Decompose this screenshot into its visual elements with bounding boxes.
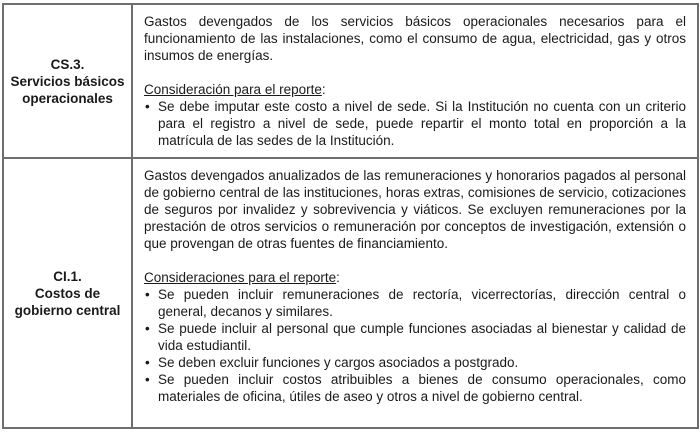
considerations-heading-colon: : [336,270,340,285]
code-line: operacionales [22,90,113,106]
considerations-heading-colon: : [321,82,326,97]
considerations-list [144,98,686,149]
list-item: • Se debe imputar este costo a nivel de sede. Si la Institución no cuenta con un criterio para el registro a nivel de sede, puede repartir el monto total en proporción a la matrícula de las sedes de la Institución. [144,98,686,149]
code-cell-ci1 [3,158,132,428]
considerations-list [144,286,686,405]
definitions-table [2,3,699,429]
code-line: CS.3. [50,56,85,72]
list-item: • Se puede incluir al personal que cumple funciones asociadas al bienestar y calidad de vida estudiantil. [144,320,686,354]
considerations-heading-text: Consideraciones para el reporte [144,270,337,285]
list-item: • Se deben excluir funciones y cargos asociados a postgrado. [144,354,686,371]
considerations-heading [144,269,686,286]
code-line: gobierno central [14,302,121,318]
considerations-heading-text: Consideración para el reporte [144,82,322,97]
code-line: Costos de [34,285,101,301]
code-line: Servicios básicos [10,73,125,89]
description-paragraph: Gastos devengados anualizados de las remuneraciones y honorarios pagados al personal de gobierno central de las instituciones, horas extras, comisiones de servicio, cotizaciones de seguros por invalidez y sobrevivencia y viáticos. Se excluyen remuneraciones por la prestación de otros servicios o remuneración por conceptos de investigación, extensión o que provengan de otras fuentes de financiamiento. [144,168,686,251]
code-cell-cs3 [3,4,132,158]
considerations-heading [144,81,686,98]
table-row-ci1 [3,158,698,428]
description-paragraph: Gastos devengados de los servicios básicos operacionales necesarios para el funcionamiento de las instalaciones, como el consumo de agua, electricidad, gas y otros insumos de energías. [144,14,686,63]
list-item: • Se pueden incluir costos atribuibles a bienes de consumo operacionales, como materiales de oficina, útiles de aseo y otros a nivel de gobierno central. [144,371,686,405]
description-cell-ci1 [132,158,698,428]
table-row-cs3 [3,4,698,158]
code-line: CI.1. [53,268,82,284]
description-cell-cs3 [132,4,698,158]
list-item: • Se pueden incluir remuneraciones de rectoría, vicerrectorías, dirección central o general, decanos y similares. [144,286,686,320]
